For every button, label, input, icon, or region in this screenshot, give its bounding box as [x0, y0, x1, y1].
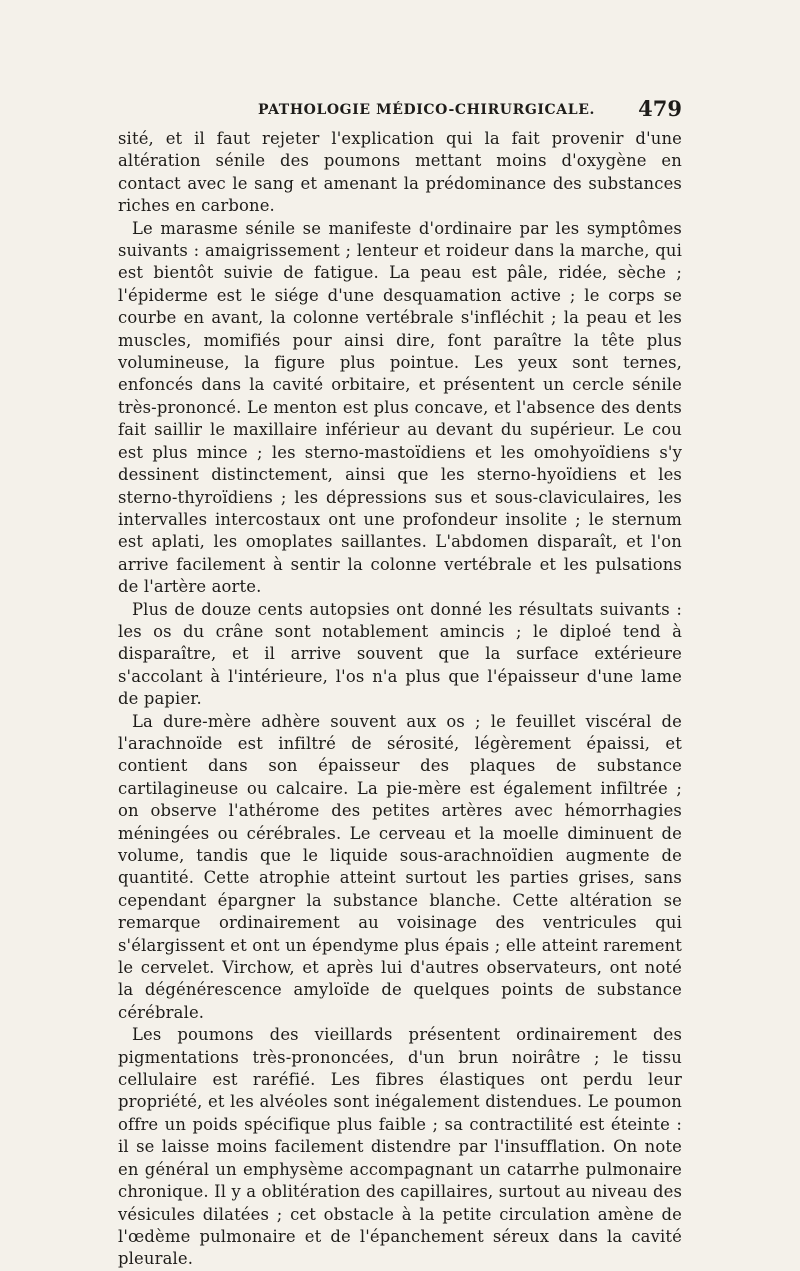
page-body: [118, 128, 682, 1271]
page-number: 479: [638, 96, 682, 121]
page-header: [118, 96, 682, 128]
paragraph-continuation: sité, et il faut rejeter l'explication qui la fait provenir d'une altération sénile des poumons mettant moins d'oxygène en contact avec le sang et amenant la prédominance des substances riches en carbone.: [118, 129, 682, 216]
running-title: PATHOLOGIE MÉDICO-CHIRURGICALE.: [258, 102, 595, 118]
paragraph-poumons: Les poumons des vieillards présentent ordinairement des pigmentations très-prononcées, d'un brun noirâtre ; le tissu cellulaire est raréfié. Les fibres élastiques ont perdu leur propriété, et les alvéoles sont inégalement distendues. Le poumon offre un poids spécifique plus faible ; sa contractilité est éteinte : il se laisse moins facilement distendre par l'insufflation. On note en général un emphysème accompagnant un catarrhe pulmonaire chronique. Il y a oblitération des capillaires, surtout au niveau des vésicules dilatées ; cet obstacle à la petite circulation amène de l'œdème pulmonaire et de l'épanchement séreux dans la cavité pleurale.: [118, 1025, 682, 1269]
paragraph-marasme: Le marasme sénile se manifeste d'ordinaire par les symptômes suivants : amaigrissement ; lenteur et roideur dans la marche, qui est bientôt suivie de fatigue. La peau est pâle, ridée, sèche ; l'épiderme est le siége d'une desquamation active ; le corps se courbe en avant, la colonne vertébrale s'infléchit ; la peau et les muscles, momifiés pour ainsi dire, font paraître la tête plus volumineuse, la figure plus pointue. Les yeux sont ternes, enfoncés dans la cavité orbitaire, et présentent un cercle sénile très-prononcé. Le menton est plus concave, et l'absence des dents fait saillir le maxillaire inférieur au devant du supérieur. Le cou est plus mince ; les sterno-mastoïdiens et les omohyoïdiens s'y dessinent distinctement, ainsi que les sterno-hyoïdiens et les sterno-thyroïdiens ; les dépressions sus et sous-claviculaires, les intervalles intercostaux ont une profondeur insolite ; le sternum est aplati, les omoplates saillantes. L'abdomen disparaît, et l'on arrive facilement à sentir la colonne vertébrale et les pulsations de l'artère aorte.: [118, 218, 682, 597]
paragraph-autopsies: Plus de douze cents autopsies ont donné les résultats suivants : les os du crâne sont notablement amincis ; le diploé tend à disparaître, et il arrive souvent que la surface extérieure s'accolant à l'intérieure, l'os n'a plus que l'épaisseur d'une lame de papier.: [118, 599, 682, 709]
paragraph-dure-mere: La dure-mère adhère souvent aux os ; le feuillet viscéral de l'arachnoïde est infiltré de sérosité, légèrement épaissi, et contient dans son épaisseur des plaques de substance cartilagineuse ou calcaire. La pie-mère est également infiltrée ; on observe l'athérome des petites artères avec hémorrhagies méningées ou cérébrales. Le cerveau et la moelle diminuent de volume, tandis que le liquide sous-arachnoïdien augmente de quantité. Cette atrophie atteint surtout les parties grises, sans cependant épargner la substance blanche. Cette altération se remarque ordinairement au voisinage des ventricules qui s'élargissent et ont un épendyme plus épais ; elle atteint rarement le cervelet. Virchow, et après lui d'autres observateurs, ont noté la dégénérescence amyloïde de quelques points de substance cérébrale.: [118, 711, 682, 1022]
